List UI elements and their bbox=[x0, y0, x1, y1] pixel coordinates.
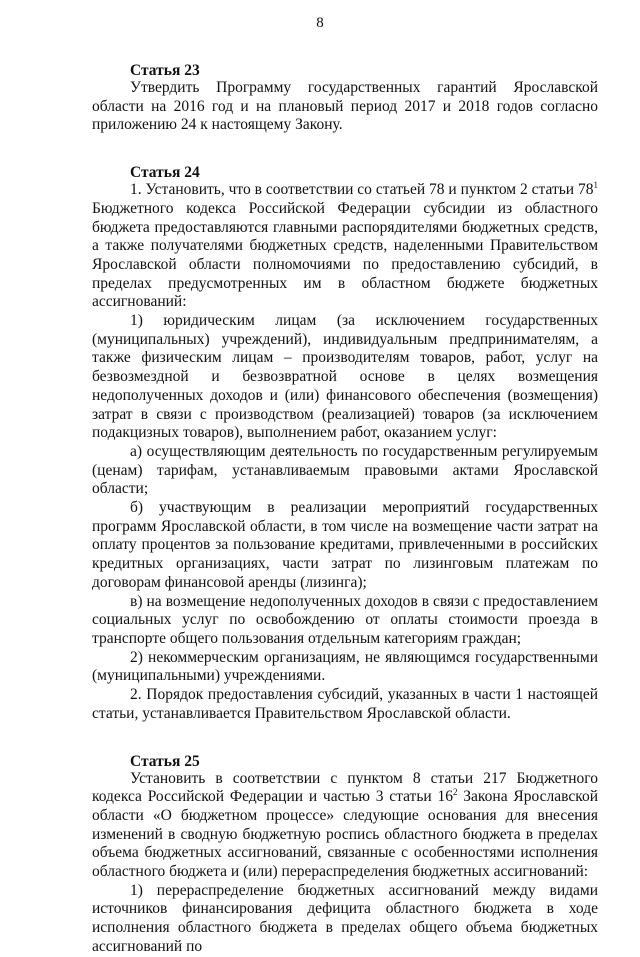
paragraph: а) осуществляющим деятельность по государственным регулируемым (ценам) тарифам, устанавливаемым правовыми актами Ярославской области; bbox=[92, 442, 598, 498]
spacer bbox=[92, 724, 598, 753]
article-23 bbox=[92, 62, 598, 135]
paragraph-text: Установить в соответствии с пунктом 8 статьи 217 Бюджетного кодекса Российской Федерации и частью 3 статьи 16 bbox=[92, 769, 598, 806]
paragraph: Утвердить Программу государственных гарантий Ярославской области на 2016 год и на плановый период 2017 и 2018 годов согласно приложению 24 к настоящему Закону. bbox=[92, 79, 598, 134]
article-heading: Статья 24 bbox=[130, 164, 200, 182]
spacer bbox=[92, 135, 598, 164]
article-25 bbox=[92, 753, 598, 957]
paragraph: 2) некоммерческим организациям, не являющимся государственными (муниципальными) учреждениями. bbox=[92, 648, 598, 685]
article-24 bbox=[92, 164, 598, 723]
paragraph-text-continued: Бюджетного кодекса Российской Федерации субсидии из областного бюджета предоставляются главными распорядителями бюджетных средств, а также получателями бюджетных средств, наделенными Правительством Ярославской области полномочиями по предоставлению субсидий, в пределах предусмотренных им в областном бюджете бюджетных ассигнований: bbox=[92, 199, 598, 311]
paragraph bbox=[92, 181, 598, 312]
paragraph: 1) перераспределение бюджетных ассигнований между видами источников финансирования дефицита областного бюджета в ходе исполнения областного бюджета в пределах общего объема бюджетных ассигнований по bbox=[92, 881, 598, 955]
paragraph: в) на возмещение недополученных доходов в связи с предоставлением социальных услуг по освобождению от оплаты стоимости проезда в транспорте общего пользования отдельным категориям граждан; bbox=[92, 592, 598, 647]
paragraph-text: 1. Установить, что в соответствии со статьей 78 и пунктом 2 статьи 78 bbox=[130, 181, 594, 199]
paragraph: 1) юридическим лицам (за исключением государственных (муниципальных) учреждений), индивидуальным предпринимателям, а также физическим лицам – производителям товаров, работ, услуг на безвозмездной и безвозвратной основе в целях возмещения недополученных доходов и (или) финансового обеспечения (возмещения) затрат в связи с производством (реализацией) товаров (за исключением подакцизных товаров), выполнением работ, оказанием услуг: bbox=[92, 312, 598, 442]
paragraph: 2. Порядок предоставления субсидий, указанных в части 1 настоящей статьи, устанавливается Правительством Ярославской области. bbox=[92, 686, 598, 722]
page-number: 8 bbox=[316, 15, 324, 31]
paragraph-text-continued: Закона Ярославской области «О бюджетном процессе» следующие основания для внесения изменений в сводную бюджетную роспись областного бюджета в пределах объема бюджетных ассигнований, связанные с особенностями исполнения областного бюджета и (или) перераспределения бюджетных ассигнований: bbox=[92, 788, 598, 881]
article-heading: Статья 25 bbox=[130, 752, 200, 770]
article-heading: Статья 23 bbox=[130, 62, 200, 79]
superscript: 2 bbox=[452, 787, 458, 798]
document-body bbox=[92, 62, 598, 957]
paragraph: б) участвующим в реализации мероприятий государственных программ Ярославской области, в том числе на возмещение части затрат на оплату процентов за пользование кредитами, привлеченными в российских кредитных организациях, части затрат по лизинговым платежам по договорам финансовой аренды (лизинга); bbox=[92, 499, 598, 591]
superscript: 1 bbox=[593, 179, 598, 190]
paragraph bbox=[92, 770, 598, 882]
